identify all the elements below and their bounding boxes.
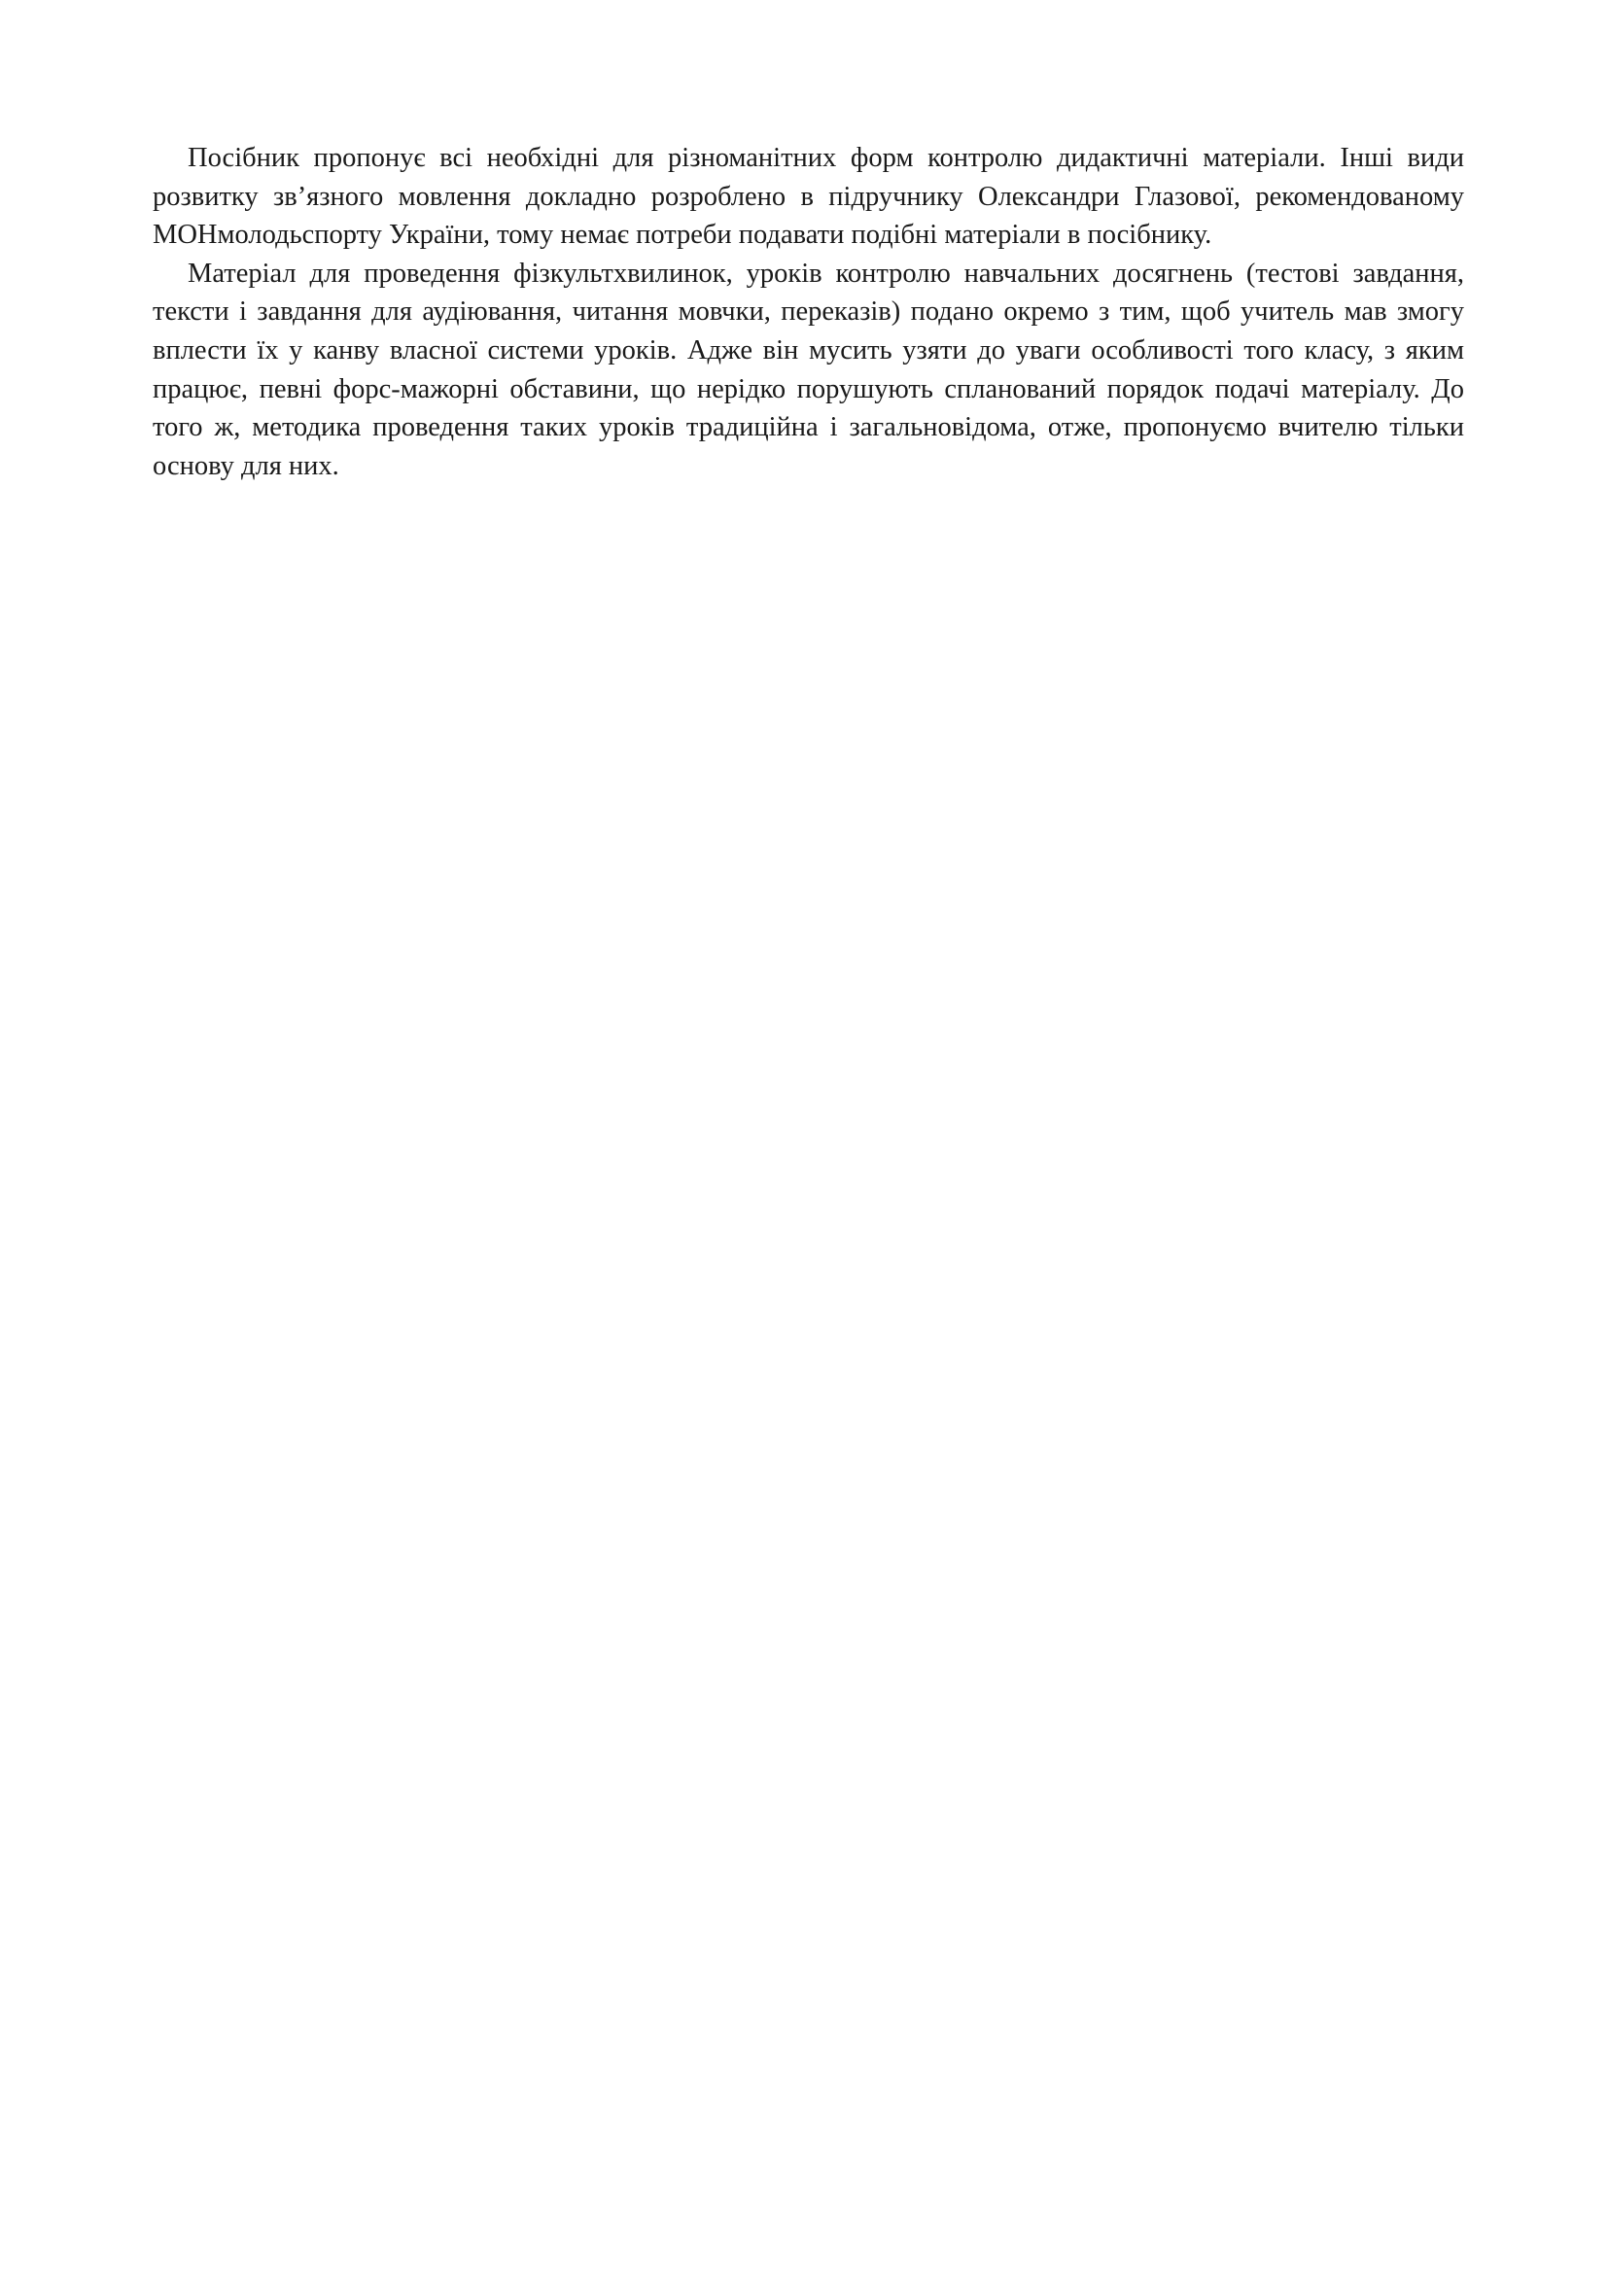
paragraph-2: Матеріал для проведення фізкультхвилинок, уроків контролю навчальних досягнень (тестові завдання, тексти і завдання для аудіювання, читання мовчки, переказів) подано окремо з тим, щоб учитель мав змогу вплести їх у канву власної системи уроків. Адже він мусить узяти до уваги особливості того класу, з яким працює, певні форс-мажорні обставини, що нерідко порушують спланований порядок подачі матеріалу. До того ж, методика проведення таких уроків традиційна і загальновідома, отже, пропонуємо вчителю тільки основу для них. bbox=[153, 258, 1464, 481]
body-text bbox=[153, 139, 1464, 485]
paragraph-1: Посібник пропонує всі необхідні для різноманітних форм контролю дидактичні матеріали. Інші види розвитку зв’язного мовлення докладно розроблено в підручнику Олександри Глазової, рекомендованому МОНмолодьспорту України, тому немає потреби подавати подібні матеріали в посібнику. bbox=[153, 143, 1464, 251]
